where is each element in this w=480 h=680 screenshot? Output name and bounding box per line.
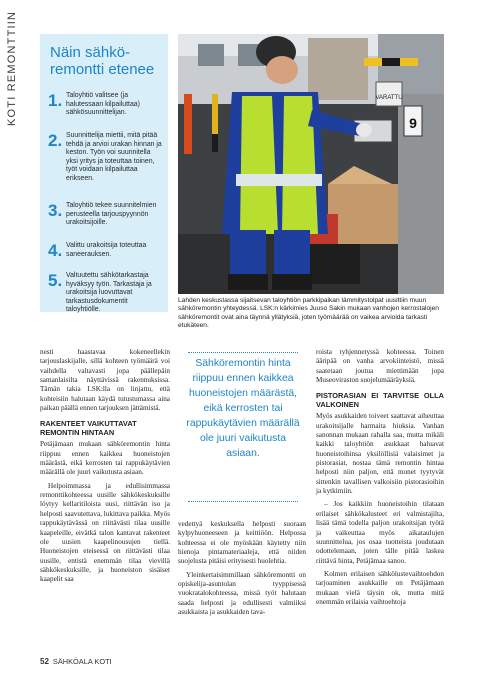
paragraph: Helpoimmassa ja edullisimmassa remonttikohteessa uusille sähkökeskuksille löytyy kellaritiloista uusi, riittävän iso ja helposti saavutettava, lukittava paikka. Myös rappukäytävässä on riittävästi tilaa uusille kaapeleille, eivätkä talon kantavat rakenteet ole uusien kaapelinousujen tiellä. Huoneistojen eteisessä on riittävästi tilaa uusille, entistä enemmän tilaa vievillä sähkökeskuksille, ja huoneiston sisäiset kaapelit saa bbox=[40, 481, 170, 584]
subheading bbox=[40, 419, 170, 437]
photo-caption: Lahden keskustassa sijaitsevan taloyhtiön parkkipaikan lämmitystolpat uusittiin muun sähköremontin yhteydessä. LSK:n kärkimies Juuso Sakin mukaan vanhojen kerrostalojen sähköremontit ovat aina täynnä yllätyksiä, joten työmäärää on vaikea arvioida tarkasti etukäteen. bbox=[178, 297, 439, 330]
sign-text: VARATTU bbox=[375, 95, 403, 101]
article-column-1 bbox=[40, 348, 170, 589]
step-text: Taloyhtiö valitsee (ja halutessaan kilpailuttaa) sähkösuunnittelijan. bbox=[66, 92, 140, 117]
electrician-photo bbox=[178, 34, 444, 294]
page-footer bbox=[40, 657, 112, 666]
paragraph: Kolmen erilaisen sähkölustevaihtoehdon tarjoaminen asukkaille on Petäjämaan mukaan vielä täysin ok, mutta mitä enemmän erilaisia vaihtoehtoja bbox=[316, 569, 444, 606]
paragraph: Petäjämaan mukaan sähköremontin hinta riippuu ennen kaikkea huoneistojen määrästä, eikä kerrosten tai rappukäytävien määrällä ole juuri vaikutusta asiaan. bbox=[40, 440, 170, 477]
pull-quote: Sähköremontin hinta riippuu ennen kaikkea huoneistojen määrästä, eikä kerrosten tai rappukäytävien määrällä ole juuri vaikutusta asiaan. bbox=[186, 356, 300, 496]
step-number: 1. bbox=[48, 91, 63, 110]
magazine-name: SÄHKÖALA KOTI bbox=[52, 657, 112, 666]
page-number: 52 bbox=[40, 657, 49, 666]
subheading: PISTORASIAN EI TARVITSE OLLA VALKOINEN bbox=[316, 391, 444, 410]
section-tab bbox=[4, 8, 22, 128]
step-number: 2. bbox=[48, 131, 63, 150]
step-text: Suunnittelija miettii, mitä pitää tehdä ja arvioi urakan hinnan ja keston. Työn voi suunnitella yksi yritys ja toteuttaa toinen, työt voidaan kilpailuttaa erikseen. bbox=[66, 132, 162, 182]
paragraph: – Jos kaikkiin huoneistoihin tilataan erilaiset sähkökalusteet eri valmistajilta, lisää tämä todella paljon urakoitsijan työtä ja vaikeuttaa myös aikataulujen suunnittelua, jos osaa tuotteista joudutaan odottelemaan, joten tälle pitää laskea riittävä hinta, Petäjämaa sanoo. bbox=[316, 500, 444, 565]
step-number: 5. bbox=[48, 271, 63, 290]
subheading-line1: RAKENTEET VAIKUTTAVAT bbox=[40, 419, 137, 429]
photo-illustration bbox=[178, 34, 444, 294]
paragraph: roista tyhjennetyssä kohteessa. Toinen ääripää on vanha arvokiinteistö, missä saatetaan joutua miettimään jopa Museoviraston suojelumääräyksiä. bbox=[316, 348, 444, 385]
sign-number: 9 bbox=[409, 115, 417, 131]
step-2 bbox=[48, 132, 164, 184]
article-column-2 bbox=[178, 520, 306, 621]
step-5 bbox=[48, 272, 164, 315]
step-3 bbox=[48, 202, 164, 228]
step-4 bbox=[48, 242, 164, 260]
steps-title bbox=[40, 34, 168, 78]
step-text: Valittu urakoitsija toteuttaa saneerauksen. bbox=[66, 242, 147, 258]
step-text: Valtuutettu sähkötarkastaja hyväksyy työn. Tarkastaja ja urakoitsija luovuttavat tarkastusdokumentit taloyhtiölle. bbox=[66, 272, 152, 314]
step-1 bbox=[48, 92, 164, 118]
steps-title-line1: Näin sähkö- bbox=[50, 44, 131, 61]
article-column-3 bbox=[316, 348, 444, 611]
step-text: Taloyhtiö tekee suunnitelmien perusteella tarjouspyynnön urakoitsijoille. bbox=[66, 202, 157, 227]
paragraph: Yleinkertaisimmillaan sähköremontti on opiskelija-asuntolan tyyppisessä vuokratalokohteessa, missä työt halutaan saada helposti ja edullisesti valmiiksi asukkaista ja asukkaiden tava- bbox=[178, 570, 306, 617]
paragraph: vedettyä keskuksella helposti suoraan kylpyhuoneeseen ja keittiöön. Helpossa kohteessa ei ole myöskään käytetty niin hienoja pintamateriaaleja, että niiden suojelusta pitäisi erityisesti huolehtia. bbox=[178, 520, 306, 566]
steps-title-line2: remontti etenee bbox=[50, 61, 155, 78]
paragraph: nesti haastavaa kokeneellekin tarjouslaskijalle, sillä kohteen työmäärä voi vaihdella valtavasti jopa päällepäin samanlaisilta näyttävissä rakennuksissa. Tämän takia LSK:lla on linjattu, että kohteisiin halutaan käydä tutustumassa aina paikan päällä ennen tarjouksen jättämistä. bbox=[40, 348, 170, 413]
paragraph: Myös asukkaiden toiveet saattavat aiheuttaa urakoitsijalle harmaita hiuksia. Vanhan sanonnan mukaan rahalla saa, mutta mikäli kaikki taloyhtiön asukkaat haluavat huoneistoihinsa yksilöllisiä valaisimet ja pistorasiat, nostaa tämä remontin hintaa helposti niin paljon, että monet tyytyvät sittenkin tavallisen valkoisiin pistorasioihin ja kytkimiin. bbox=[316, 412, 444, 496]
step-number: 3. bbox=[48, 201, 63, 220]
step-number: 4. bbox=[48, 241, 63, 260]
subheading-line2: REMONTIN HINTAAN bbox=[40, 428, 115, 438]
process-steps-box bbox=[40, 34, 168, 312]
section-tab-label: KOTI REMONTTIIN bbox=[6, 10, 18, 126]
